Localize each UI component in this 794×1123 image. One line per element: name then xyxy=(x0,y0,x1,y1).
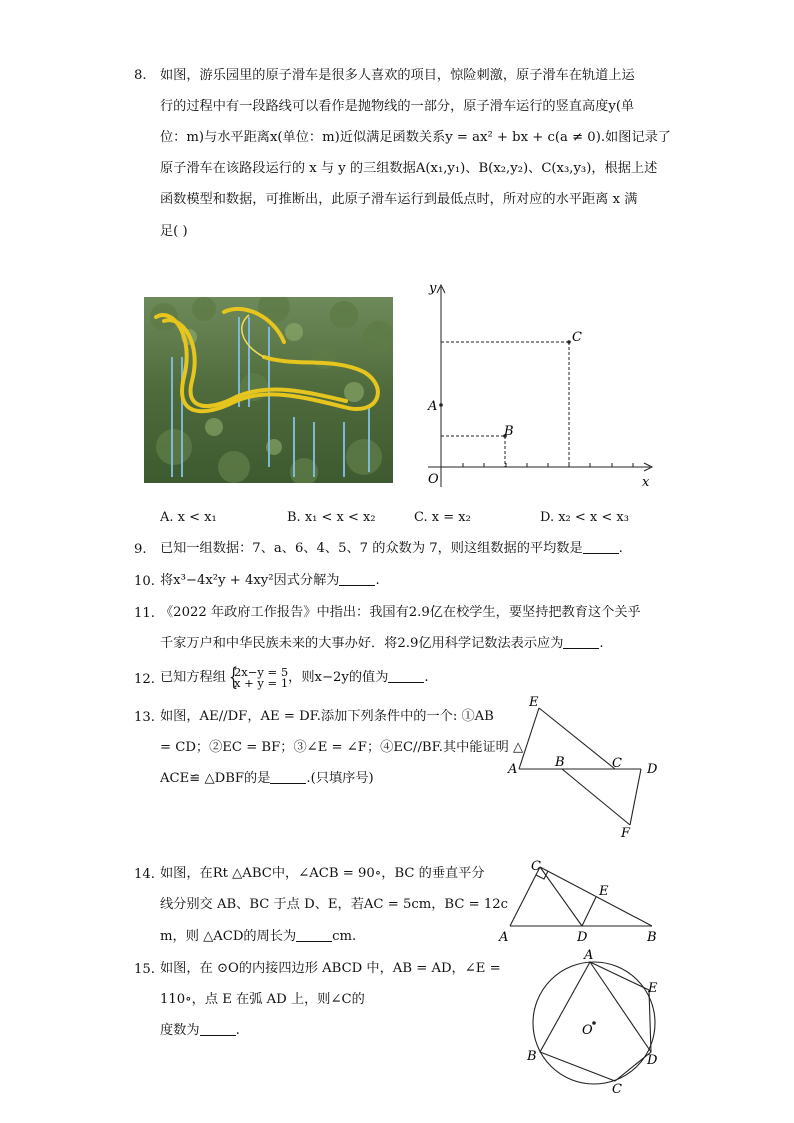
q13-figure xyxy=(500,692,670,840)
q14-figure xyxy=(496,855,666,947)
q8-line-6: 足( ) xyxy=(160,224,188,239)
q14-label-b: B xyxy=(647,930,657,945)
q13-label-e: E xyxy=(529,695,539,710)
q13-label-d: D xyxy=(647,762,658,777)
q13-line-3 xyxy=(160,769,374,788)
q14-line-3 xyxy=(160,927,356,946)
q14-label-a: A xyxy=(499,930,509,945)
q14-question: m，则 △ACD的周长为 xyxy=(160,929,297,944)
q10-end: . xyxy=(375,573,380,588)
q10-number: 10. xyxy=(134,574,155,589)
q12-answer-blank[interactable] xyxy=(388,670,424,683)
q14-label-d: D xyxy=(577,930,588,945)
equation-1: 2x−y = 5 xyxy=(233,664,289,679)
q15-line-1: 如图，在 ⊙O的内接四边形 ABCD 中，AB = AD，∠E = xyxy=(160,961,501,976)
equation-2: x + y = 1 xyxy=(233,675,289,690)
q11-question: 千家万户和中华民族未来的大事办好．将2.9亿用科学记数法表示应为 xyxy=(160,636,564,651)
q11-answer-blank[interactable] xyxy=(563,636,599,649)
q14-answer-blank[interactable] xyxy=(296,929,332,942)
q13-answer-blank[interactable] xyxy=(270,771,306,784)
q13-line-1: 如图，AE//DF，AE = DF.添加下列条件中的一个: ①AB xyxy=(160,709,494,724)
q10-text xyxy=(160,571,380,590)
q15-figure xyxy=(522,947,668,1095)
q15-line-2: 110∘，点 E 在弧 AD 上，则∠C的 xyxy=(160,992,365,1007)
q13-number: 13. xyxy=(134,710,155,725)
q11-line-1: 《2022 年政府工作报告》中指出：我国有2.9亿在校学生，要坚持把教育这个关乎 xyxy=(160,605,641,620)
q15-question: 度数为 xyxy=(160,1023,200,1038)
q11-number: 11. xyxy=(134,606,155,621)
option-d[interactable]: D. x₂ < x < x₃ xyxy=(540,510,629,525)
q14-label-c: C xyxy=(531,859,541,874)
q13-label-f: F xyxy=(621,826,631,840)
q13-label-b: B xyxy=(555,755,565,770)
q14-end: cm. xyxy=(332,929,357,944)
option-b[interactable]: B. x₁ < x < x₂ xyxy=(287,510,376,525)
q12-pre: 已知方程组 xyxy=(160,670,226,685)
q11-line-2 xyxy=(160,634,604,653)
q13-question: ACE≌ △DBF的是 xyxy=(160,771,271,786)
q15-label-d: D xyxy=(647,1053,658,1068)
q15-line-3 xyxy=(160,1021,240,1040)
point-b-label: B xyxy=(504,424,514,439)
q9-text xyxy=(160,539,623,558)
q9-number: 9. xyxy=(134,542,147,557)
q14-line-2: 线分别交 AB、BC 于点 D、E，若AC = 5cm，BC = 12c xyxy=(160,897,509,912)
point-a-label: A xyxy=(428,399,438,414)
q10-answer-blank[interactable] xyxy=(339,573,375,586)
q15-end: . xyxy=(235,1023,240,1038)
q14-number: 14. xyxy=(134,867,155,882)
graph-x-label: x xyxy=(642,475,650,490)
q8-number: 8. xyxy=(134,68,147,83)
q15-label-o: O xyxy=(582,1023,593,1038)
q15-label-b: B xyxy=(527,1049,537,1064)
q14-label-e: E xyxy=(599,884,609,899)
q13-label-c: C xyxy=(612,756,622,771)
q9-end: . xyxy=(618,541,623,556)
q10-question: 将x³−4x²y + 4xy²因式分解为 xyxy=(160,573,340,588)
brace-icon: { xyxy=(228,662,239,691)
q9-question: 已知一组数据：7、a、6、4、5、7 的众数为 7，则这组数据的平均数是 xyxy=(160,541,583,556)
q11-end: . xyxy=(599,636,604,651)
q13-end: .(只填序号) xyxy=(306,771,374,786)
option-c[interactable]: C. x = x₂ xyxy=(414,510,471,525)
roller-coaster-photo xyxy=(144,297,393,483)
q15-number: 15. xyxy=(134,962,155,977)
graph-origin-label: O xyxy=(428,472,439,487)
q8-line-2: 行的过程中有一段路线可以看作是抛物线的一部分，原子滑车运行的竖直高度y(单 xyxy=(160,99,635,114)
q15-label-c: C xyxy=(612,1082,622,1095)
graph-y-label: y xyxy=(429,281,437,296)
coordinate-graph xyxy=(418,279,658,494)
q8-line-5: 函数模型和数据，可推断出，此原子滑车运行到最低点时，所对应的水平距离 x 满 xyxy=(160,192,638,207)
q15-answer-blank[interactable] xyxy=(200,1023,236,1036)
q13-line-2: = CD；②EC = BF；③∠E = ∠F；④EC//BF.其中能证明 △ xyxy=(160,740,524,755)
q13-label-a: A xyxy=(508,762,518,777)
q9-answer-blank[interactable] xyxy=(583,541,619,554)
q8-line-4: 原子滑车在该路段运行的 x 与 y 的三组数据A(x₁,y₁)、B(x₂,y₂)、C(x₃,y₃)，根据上述 xyxy=(160,161,658,176)
q14-line-1: 如图，在Rt △ABC中，∠ACB = 90∘，BC 的垂直平分 xyxy=(160,866,485,881)
q12-end: . xyxy=(424,670,429,685)
point-c-label: C xyxy=(572,330,582,345)
q8-line-1: 如图，游乐园里的原子滑车是很多人喜欢的项目，惊险刺激，原子滑车在轨道上运 xyxy=(160,68,635,83)
q12-post: ，则x−2y的值为 xyxy=(288,670,389,685)
q12-number: 12. xyxy=(134,672,155,687)
q15-label-a: A xyxy=(584,948,594,963)
q15-label-e: E xyxy=(648,981,658,996)
equation-system xyxy=(226,662,289,691)
q12-text xyxy=(160,662,429,691)
q8-line-3: 位：m)与水平距离x(单位：m)近似满足函数关系y = ax² + bx + c(a ≠ 0).如图记录了 xyxy=(160,130,671,145)
option-a[interactable]: A. x < x₁ xyxy=(160,510,217,525)
